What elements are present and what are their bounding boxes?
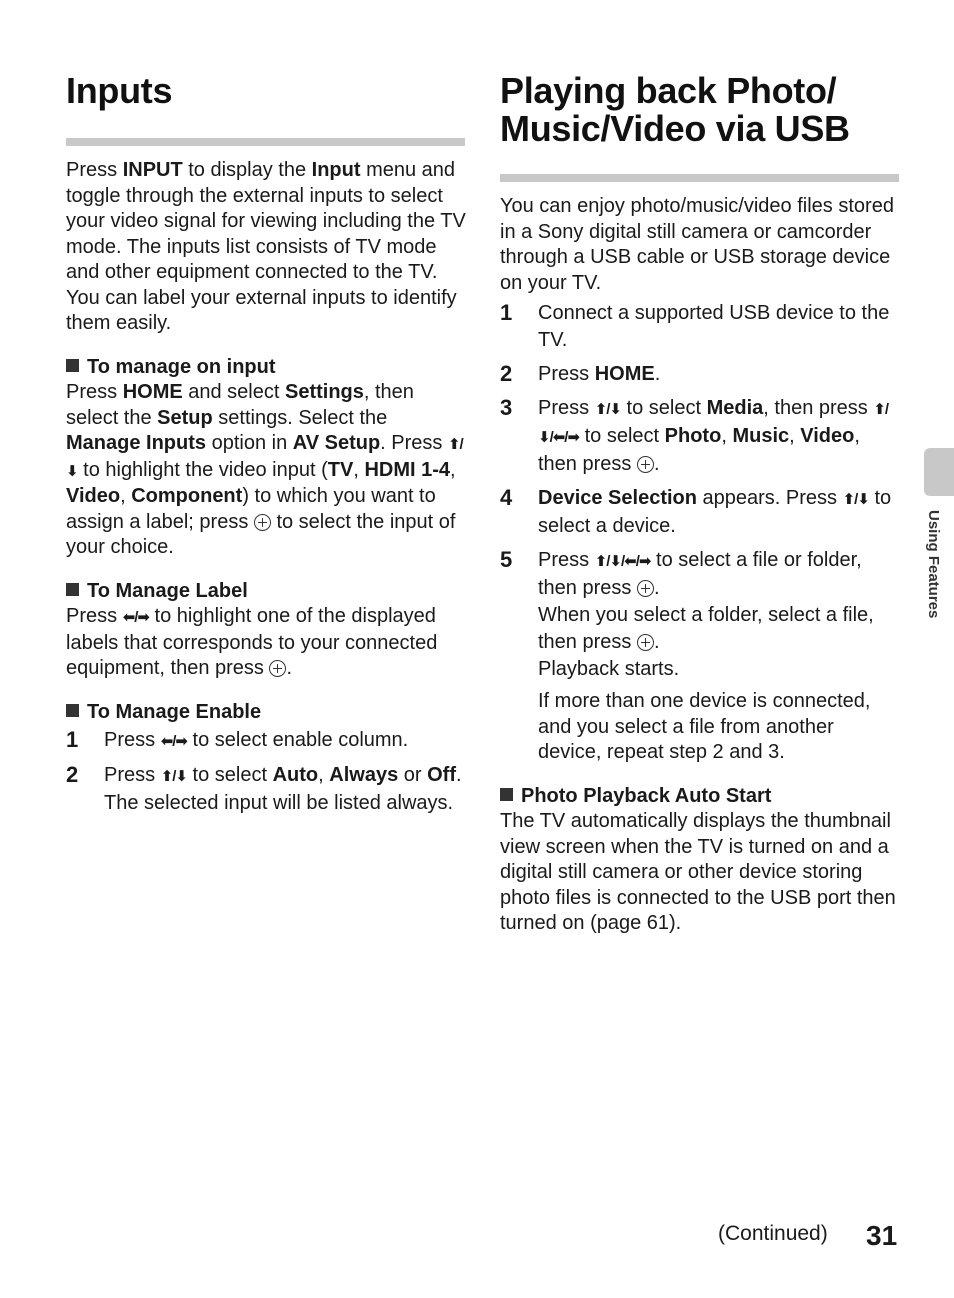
manage-label-text: Press ⬅/➡ to highlight one of the displayed labels that corresponds to your connected equipment, then press . [66, 605, 438, 679]
up-down-arrow-icon: ⬆/⬇ [594, 401, 621, 418]
step-item: 1 Press ⬅/➡ to select enable column. [66, 727, 409, 752]
four-way-arrow-icon: ⬆/⬇/⬅/➡ [538, 401, 889, 446]
up-down-arrow-icon: ⬆/⬇ [66, 436, 463, 480]
square-bullet-icon [500, 788, 513, 801]
inputs-intro: Press INPUT to display the Input menu and toggle through the external inputs to select your video signal for viewing including the TV mode. The inputs list consists of TV mode and other equipment connected to the TV. [66, 159, 466, 283]
square-bullet-icon [66, 583, 79, 596]
up-down-arrow-icon: ⬆/⬇ [160, 768, 187, 785]
up-down-arrow-icon: ⬆/⬇ [842, 491, 869, 508]
section-heading-manage-label: To Manage Label [66, 579, 466, 605]
title-rule [66, 138, 465, 146]
four-way-arrow-icon: ⬆/⬇/⬅/➡ [594, 553, 651, 570]
continued-label: (Continued) [718, 1222, 828, 1245]
enter-button-icon [637, 634, 654, 651]
section-heading-manage-enable: To Manage Enable [66, 700, 466, 726]
inputs-body [66, 158, 466, 817]
usb-intro: You can enjoy photo/music/video files stored in a Sony digital still camera or camcorder through a USB cable or USB storage device on your TV. [500, 195, 894, 294]
auto-start-text: The TV automatically displays the thumbnail view screen when the TV is turned on and a digital still camera or other device storing photo files is connected to the USB port then turned on (page 61). [500, 810, 896, 934]
step-item: 1 Connect a supported USB device to the TV. [500, 300, 890, 351]
manage-enable-steps [66, 727, 466, 817]
usb-body [500, 194, 900, 937]
left-right-arrow-icon: ⬅/➡ [160, 733, 187, 750]
page-number: 31 [866, 1220, 898, 1251]
step-item: 2 Press HOME. [500, 361, 661, 386]
usb-step-note: If more than one device is connected, and you select a file from another device, repeat step 2 and 3. [538, 690, 871, 763]
side-tab-label-wrap [904, 510, 954, 660]
usb-playback-title: Playing back Photo/ Music/Video via USB [500, 70, 850, 149]
section-heading-manage-input: To manage on input [66, 355, 466, 381]
enter-button-icon [269, 660, 286, 677]
inputs-intro-label: You can label your external inputs to identify them easily. [66, 286, 457, 334]
title-rule [500, 174, 899, 182]
inputs-title: Inputs [66, 70, 173, 111]
enter-button-icon [254, 514, 271, 531]
square-bullet-icon [66, 704, 79, 717]
step-item: 5 Press ⬆/⬇/⬅/➡ to select a file or folder, then press . When you select a folder, select a file, then press . Playback starts. [500, 547, 874, 680]
left-right-arrow-icon: ⬅/➡ [122, 609, 149, 626]
step-item: 4 Device Selection appears. Press ⬆/⬇ to select a device. [500, 485, 892, 537]
step-item: 3 Press ⬆/⬇ to select Media, then press ⬆/⬇/⬅/➡ to select Photo, Music, Video, then press . [500, 395, 889, 475]
manage-input-text: Press HOME and select Settings, then select the Setup settings. Select the Manage Inputs option in AV Setup. Press ⬆/⬇ to highlight the video input (TV, HDMI 1-4, Video, Component) to which you want to assign a label; press to select the input of your choice. [66, 381, 463, 558]
step-item: 2 Press ⬆/⬇ to select Auto, Always or Off. The selected input will be listed always. [66, 762, 462, 814]
usb-steps [500, 300, 900, 683]
enter-button-icon [637, 580, 654, 597]
section-side-tab [924, 448, 954, 496]
section-heading-auto-start: Photo Playback Auto Start [500, 784, 900, 810]
side-tab-label: Using Features [925, 510, 942, 619]
square-bullet-icon [66, 359, 79, 372]
enter-button-icon [637, 456, 654, 473]
